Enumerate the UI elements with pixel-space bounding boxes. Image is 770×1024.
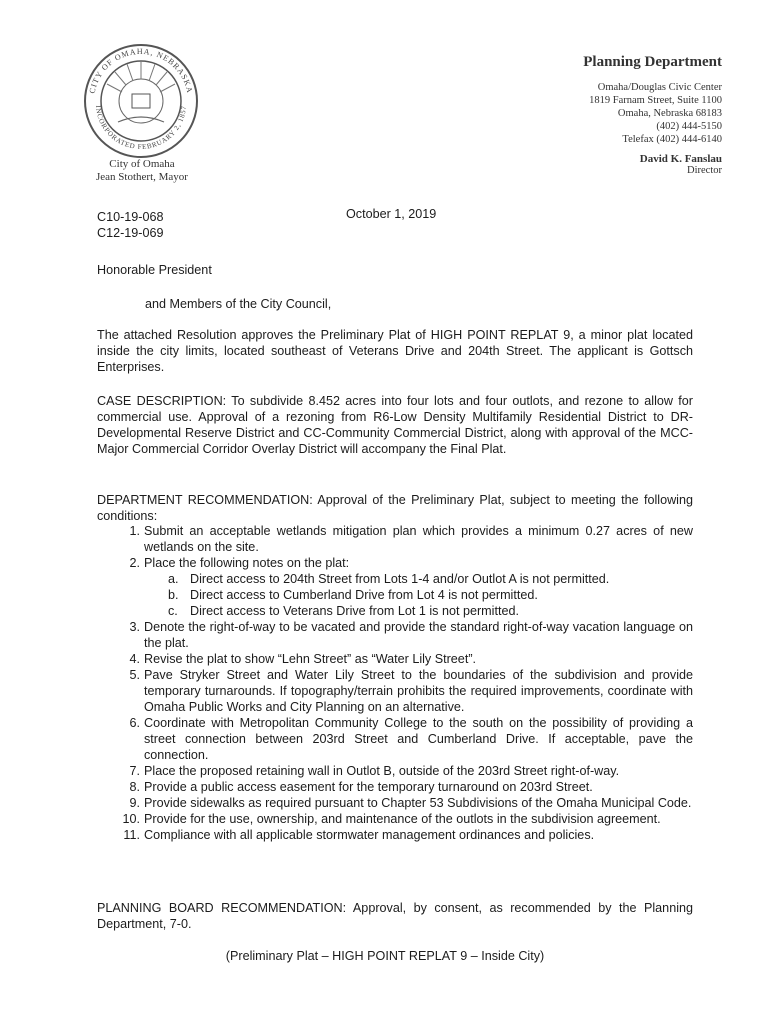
fax-line: Telefax (402) 444-6140 xyxy=(622,134,722,145)
plat-notes-list xyxy=(144,571,693,619)
conditions-list xyxy=(97,523,693,843)
condition-item: 8. Provide a public access easement for the temporary turnaround on 203rd Street. xyxy=(129,780,593,794)
seal-bottom-text: INCORPORATED FEBRUARY 2, 1857 xyxy=(94,105,189,152)
city-block xyxy=(78,158,206,184)
condition-item: 2. Place the following notes on the plat: a. Direct access to 204th Street from Lots 1-4 and/or Outlot A is not permitted. b. Direct access to Cumberland Drive from Lot 4 is not permitted. c. Direct access to Veterans Drive from Lot 1 is not permitted. xyxy=(97,555,693,619)
intro-paragraph: The attached Resolution approves the Preliminary Plat of HIGH POINT REPLAT 9, a minor plat located inside the city limits, located southeast of Veterans Drive and 204th Street. The applicant is Gottsch Enterprises. xyxy=(97,328,693,374)
case-description-paragraph: CASE DESCRIPTION: To subdivide 8.452 acres into four lots and four outlots, and rezone to allow for commercial use. Approval of a rezoning from R6-Low Density Multifamily Residential District to DR-Developmental Reserve District and CC-Community Commercial District, along with approval of the MCC-Major Commercial Corridor Overlay District will accompany the Final Plat. xyxy=(97,394,693,456)
planning-board-paragraph: PLANNING BOARD RECOMMENDATION: Approval, by consent, as recommended by the Planning Department, 7-0. xyxy=(97,901,693,931)
department-name: Planning Department xyxy=(583,54,722,70)
department-block xyxy=(583,54,722,176)
phone-line: (402) 444-5150 xyxy=(656,121,722,132)
condition-item: 7. Place the proposed retaining wall in Outlot B, outside of the 203rd Street right-of-way. xyxy=(129,764,620,778)
svg-text:INCORPORATED FEBRUARY 2, 1857 xyxy=(94,105,188,151)
salutation-line-1: Honorable President xyxy=(97,263,212,277)
condition-item: 4. Revise the plat to show “Lehn Street” as “Water Lily Street”. xyxy=(129,652,477,666)
condition-item: 10. Provide for the use, ownership, and maintenance of the outlots in the subdivision agreement. xyxy=(122,812,661,826)
director-title: Director xyxy=(687,165,722,176)
department-recommendation-paragraph: DEPARTMENT RECOMMENDATION: Approval of the Preliminary Plat, subject to meeting the following conditions: xyxy=(97,493,693,523)
case-numbers xyxy=(97,209,164,241)
page-footer: (Preliminary Plat – HIGH POINT REPLAT 9 – Inside City) xyxy=(225,949,545,963)
director-name: David K. Fanslau xyxy=(639,153,722,165)
mayor-name: Jean Stothert, Mayor xyxy=(96,171,188,183)
condition-item: 3. Denote the right-of-way to be vacated and provide the standard right-of-way vacation language on the plat. xyxy=(129,620,693,650)
salutation-line-2: and Members of the City Council, xyxy=(145,297,332,311)
case-number: C12-19-069 xyxy=(97,226,164,240)
condition-item: 11. Compliance with all applicable stormwater management ordinances and policies. xyxy=(123,828,595,842)
condition-item: 5. Pave Stryker Street and Water Lily Street to the boundaries of the subdivision and provide temporary turnarounds. If topography/terrain prohibits the required improvements, coordinate with Omaha Public Works and City Planning on an alternative. xyxy=(129,668,693,714)
address-line: Omaha, Nebraska 68183 xyxy=(617,108,722,119)
city-seal-icon xyxy=(82,42,200,160)
plat-note-item: b. Direct access to Cumberland Drive from Lot 4 is not permitted. xyxy=(168,588,538,602)
letter-date: October 1, 2019 xyxy=(346,207,437,221)
seal-top-text: CITY OF OMAHA, NEBRASKA xyxy=(87,46,195,95)
plat-note-item: c. Direct access to Veterans Drive from Lot 1 is not permitted. xyxy=(168,604,519,618)
plat-note-item: a. Direct access to 204th Street from Lots 1-4 and/or Outlot A is not permitted. xyxy=(168,572,610,586)
condition-item: 9. Provide sidewalks as required pursuant to Chapter 53 Subdivisions of the Omaha Municipal Code. xyxy=(129,796,692,810)
address-line: 1819 Farnam Street, Suite 1100 xyxy=(589,95,722,106)
address-line: Omaha/Douglas Civic Center xyxy=(597,82,722,93)
city-name: City of Omaha xyxy=(109,158,175,170)
case-number: C10-19-068 xyxy=(97,210,164,224)
condition-item: 6. Coordinate with Metropolitan Community College to the south on the possibility of providing a street connection between 203rd Street and Cumberland Drive. If acceptable, pave the connection. xyxy=(129,716,693,762)
condition-item: 1. Submit an acceptable wetlands mitigation plan which provides a minimum 0.27 acres of new wetlands on the site. xyxy=(129,524,693,554)
